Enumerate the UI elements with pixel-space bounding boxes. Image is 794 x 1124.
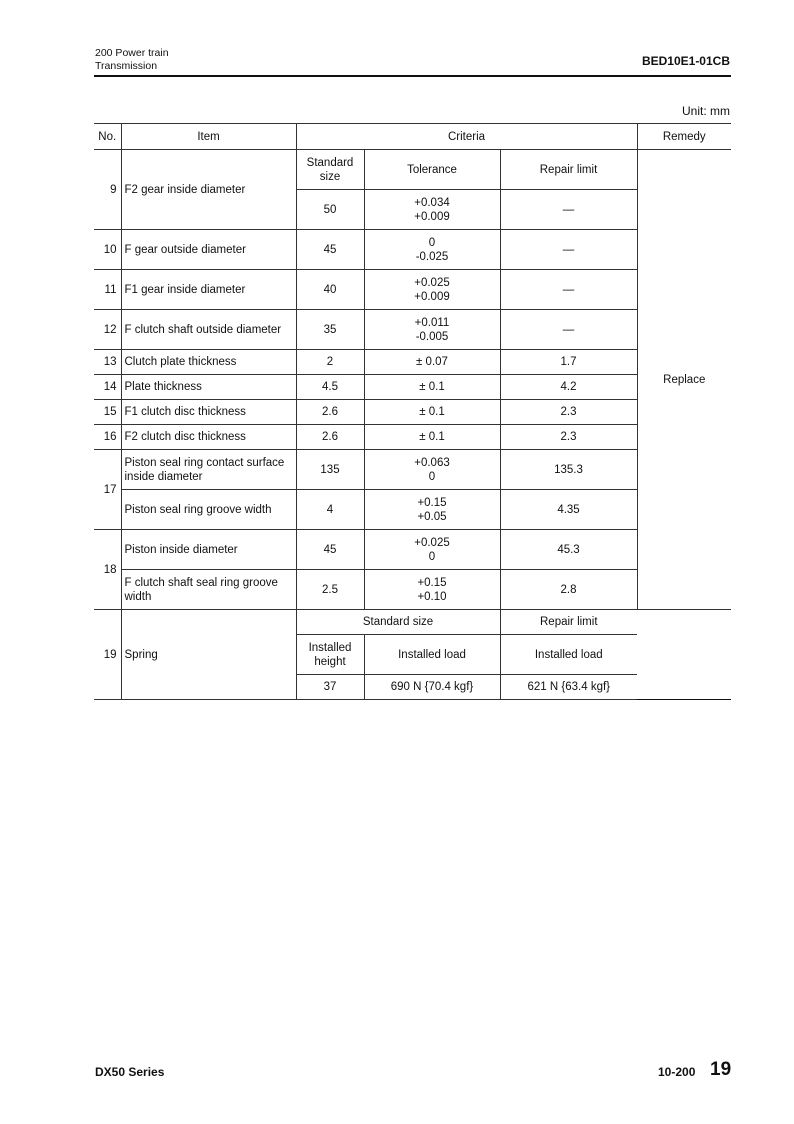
table-row [94,425,731,450]
row-no: 11 [94,270,121,310]
row-item: Plate thickness [121,375,296,400]
table-row [94,310,731,350]
row-standard-size: 2.5 [296,570,364,610]
row-tolerance: ± 0.07 [364,350,500,375]
subheader-standard-size: Standard size [296,610,500,635]
row-tolerance: +0.15 +0.05 [364,490,500,530]
row-item: F1 clutch disc thickness [121,400,296,425]
row-standard-size: 2 [296,350,364,375]
page-header-section [95,47,169,73]
maintenance-standard-table [94,123,731,700]
table-row [94,400,731,425]
table-row [94,610,731,635]
subheader-repair-limit: Repair limit [500,610,637,635]
row-repair-limit: 1.7 [500,350,637,375]
header-remedy: Remedy [637,124,731,150]
subheader-limit-installed-load: Installed load [500,635,637,675]
row-repair-limit: 2.8 [500,570,637,610]
row-standard-size: 2.6 [296,400,364,425]
row-no: 18 [94,530,121,610]
table-row [94,450,731,490]
row-tolerance: ± 0.1 [364,400,500,425]
row-standard-size: 4.5 [296,375,364,400]
row-installed-load: 690 N {70.4 kgf} [364,675,500,700]
row-standard-size: 4 [296,490,364,530]
row-item: F clutch shaft seal ring groove width [121,570,296,610]
table-row [94,270,731,310]
table-row [94,150,731,190]
remedy-replace: Replace [637,150,731,610]
row-standard-size: 45 [296,230,364,270]
row-repair-limit: — [500,310,637,350]
row-repair-limit: 2.3 [500,400,637,425]
row-tolerance: +0.15 +0.10 [364,570,500,610]
row-installed-height: 37 [296,675,364,700]
row-repair-limit: — [500,230,637,270]
row-no: 10 [94,230,121,270]
row-tolerance: +0.034 +0.009 [364,190,500,230]
row-tolerance: ± 0.1 [364,425,500,450]
row-no: 16 [94,425,121,450]
subheader-repair-limit: Repair limit [500,150,637,190]
row-item: F gear outside diameter [121,230,296,270]
subheader-tolerance: Tolerance [364,150,500,190]
row-tolerance: +0.063 0 [364,450,500,490]
section-title: 200 Power train [95,47,169,59]
row-no: 9 [94,150,121,230]
row-item: Piston seal ring groove width [121,490,296,530]
row-tolerance: +0.025 +0.009 [364,270,500,310]
subheader-installed-load: Installed load [364,635,500,675]
row-no: 15 [94,400,121,425]
footer-code: 10-200 [658,1065,696,1079]
row-item: F1 gear inside diameter [121,270,296,310]
row-standard-size: 40 [296,270,364,310]
row-no: 12 [94,310,121,350]
subsection-title: Transmission [95,60,158,72]
header-item: Item [121,124,296,150]
table-row [94,375,731,400]
row-item: F2 gear inside diameter [121,150,296,230]
row-no: 13 [94,350,121,375]
table-row [94,230,731,270]
row-tolerance: +0.025 0 [364,530,500,570]
row-standard-size: 45 [296,530,364,570]
unit-label: Unit: mm [682,104,730,118]
row-tolerance: +0.011 -0.005 [364,310,500,350]
row-item: Clutch plate thickness [121,350,296,375]
row-standard-size: 135 [296,450,364,490]
row-item: Piston seal ring contact surface inside diameter [121,450,296,490]
row-item: F2 clutch disc thickness [121,425,296,450]
table-row [94,350,731,375]
table-header-row [94,124,731,150]
table-row [94,490,731,530]
row-repair-limit: 135.3 [500,450,637,490]
row-no: 19 [94,610,121,700]
row-tolerance: 0 -0.025 [364,230,500,270]
row-tolerance: ± 0.1 [364,375,500,400]
page-number: 19 [710,1059,732,1080]
subheader-standard-size: Standard size [296,150,364,190]
row-standard-size: 2.6 [296,425,364,450]
row-item: Spring [121,610,296,700]
row-repair-limit: — [500,270,637,310]
row-repair-limit: 4.35 [500,490,637,530]
row-repair-limit: 2.3 [500,425,637,450]
row-standard-size: 35 [296,310,364,350]
row-item: F clutch shaft outside diameter [121,310,296,350]
footer-series: DX50 Series [95,1065,165,1079]
row-item: Piston inside diameter [121,530,296,570]
header-rule [94,75,731,77]
table-row [94,530,731,570]
row-standard-size: 50 [296,190,364,230]
row-no: 14 [94,375,121,400]
subheader-installed-height: Installed height [296,635,364,675]
row-repair-limit: — [500,190,637,230]
table-row [94,570,731,610]
header-criteria: Criteria [296,124,637,150]
row-repair-limit: 45.3 [500,530,637,570]
row-no: 17 [94,450,121,530]
document-code: BED10E1-01CB [641,54,730,68]
header-no: No. [94,124,121,150]
row-repair-limit: 4.2 [500,375,637,400]
row-repair-limit: 621 N {63.4 kgf} [500,675,637,700]
